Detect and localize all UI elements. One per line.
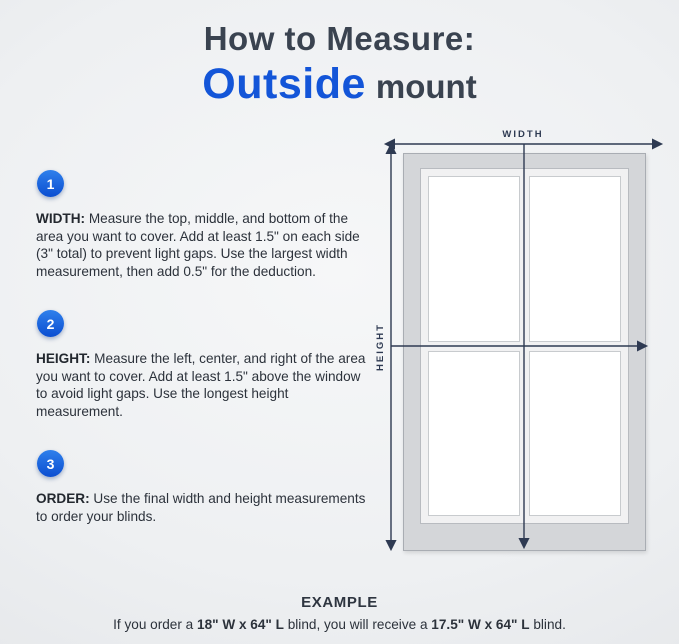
title-line1: How to Measure: [203,20,476,57]
step-1 [34,170,372,281]
example-received-size: 17.5" W x 64" L [431,617,530,632]
window-pane-bottom-right [529,351,621,517]
step-2-body: Measure the left, center, and right of the area you want to cover. Add at least 1.5" above the window to avoid light gaps. Use the longest height measurement. [36,351,366,420]
step-3 [34,450,372,525]
step-2 [34,310,372,421]
step-3-number-badge: 3 [37,450,64,477]
step-2-lead: HEIGHT: [36,351,91,366]
window-panes [428,176,621,516]
example-post: blind. [529,617,566,632]
example-pre: If you order a [113,617,198,632]
example-sentence [0,617,679,632]
footer-example [0,594,679,632]
example-ordered-size: 18" W x 64" L [197,617,284,632]
title-line2 [0,60,679,109]
step-2-text [36,350,372,421]
example-mid: blind, you will receive a [283,617,432,632]
step-1-body: Measure the top, middle, and bottom of the area you want to cover. Add at least 1.5" on each side (3" total) to prevent light gaps. Use the largest width measurement, then add 0.5" for the deduction. [36,211,360,280]
page-title [0,20,679,109]
step-3-body: Use the final width and height measurements to order your blinds. [36,491,366,524]
step-1-text [36,210,372,281]
window-sash [420,168,629,524]
step-1-lead: WIDTH: [36,211,86,226]
title-mount: mount [375,68,477,105]
step-2-number-badge: 2 [37,310,64,337]
height-arrow-label: HEIGHT [375,323,386,371]
window-pane-top-right [529,176,621,342]
window-pane-bottom-left [428,351,520,517]
step-3-text [36,490,372,525]
step-3-lead: ORDER: [36,491,90,506]
window-illustration [403,153,646,551]
title-accent-outside: Outside [202,60,366,108]
width-arrow-label: WIDTH [502,129,544,140]
step-1-number-badge: 1 [37,170,64,197]
window-pane-top-left [428,176,520,342]
example-heading: EXAMPLE [301,594,378,611]
